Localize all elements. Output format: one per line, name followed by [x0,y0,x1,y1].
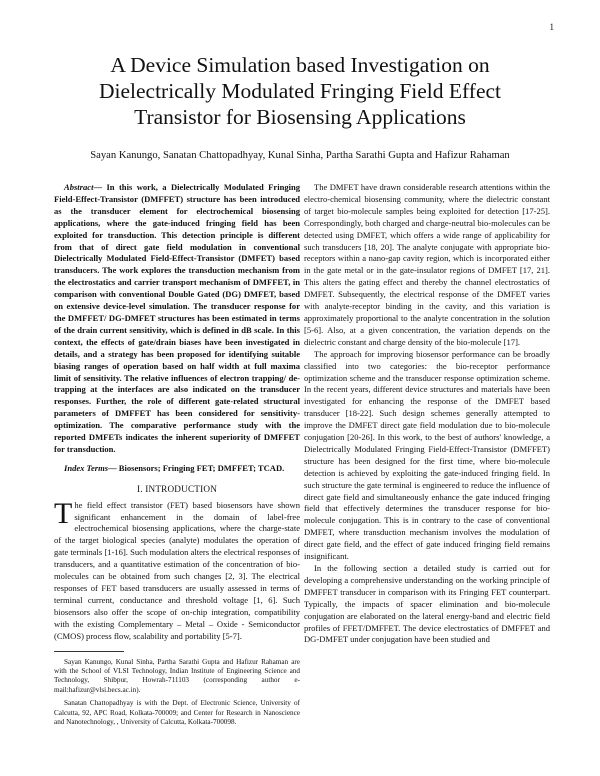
intro-paragraph [54,496,300,643]
intro-text: he field effect transistor (FET) based biosensors have shown significant enhancement in the domain of label-free electrochemical biosensing applications, where the charge-state of the target biological species (analyte) modulates the operation of gate terminals [1-16]. Such modulation alters the electrical responses of transducers, and a quantitative estimation of the concentration of bio-molecules can be obtained from such changes [2, 3]. The electrical responses of FET based transducers are usually assessed in terms of terminal current, conductance and threshold voltage [1, 6]. Such biosensors also offer the scope of on-chip integration, compatibility with the existing Complementary – Metal – Oxide - Semiconductor (CMOS) process flow, scalability and portability [5-7]. [54,499,300,641]
right-column [304,182,550,646]
paper-title [40,52,560,130]
title-line: Dielectrically Modulated Fringing Field Effect [98,79,502,103]
body-paragraph: In the following section a detailed study is carried out for developing a comprehensive understanding on the working principle of DMFFET transducer in comparison with its Fringing FET counterpart. Typically, the impacts of spacer elimination and bio-molecule conjugation are elaborated on the lateral energy-band and electric field profiles of FFET/DMFFET. The device electrostatics of DMFFET and DG-DMFET under conjugation have been studied and [304,563,550,645]
abstract-text: — In this work, a Dielectrically Modulated Fringing Field-Effect-Transistor (DMFFET) structure has been introduced as the transducer element for electrochemical biosensing applications, where the gate-induced fringing field has been exploited for transduction. This detection principle is different from that of direct gate field modulation in conventional Dielectrically Modulated Field-Effect-Transistor (DMFET) based transducers. The work explores the transduction mechanism from the electrostatics and carrier transport mechanism of DMFFET, in comparison with conventional Double Gated (DG) DMFET, based on extensive device-level simulation. The transducer response for the DMFFET/ DG-DMFET structures has been estimated in terms of the drain current sensitivity, which is defined in dB scale. In this context, the effects of gate/drain biases have been investigated in details, and a strategy has been proposed for identifying suitable biasing ranges of operation based on half width at full maxima limit of sensitivity. The relative influences of electron trapping/ de-trapping at the interfaces are also indicated on the transducer responses. Further, the role of different gate-related structural parameters of DMFFET has been considered for sensitivity-optimization. The comparative performance study with the reported DMFETs indicates the inherent superiority of DMFFET for transduction. [54,182,300,454]
footnote-rule [54,651,124,652]
section-heading: I. INTRODUCTION [136,483,218,494]
index-terms [54,463,300,475]
title-line: A Device Simulation based Investigation on [110,53,490,77]
body-paragraph: The DMFET have drawn considerable research attentions within the electro-chemical biosensing community, where the dielectric constant of target bio-molecule samples being exploited for detection [17-25]. Correspondingly, both charged and charge-neutral bio-molecules can be detected using DMFET, which offers a wide range of applicability for such transducers [18, 20]. The analyte conjugate with appropriate bio-receptors within a nano-gap cavity region, which is incorporated either in the gate metal or in the gate-insulator regions of DMFET [17, 21]. This alters the gating effect and thereby the channel electrostatics of DMFET. Subsequently, the electrical response of the DMFET varies with analyte-receptor binding in the cavity, and this variation is approximately proportional to the analyte concentration in the solution [5-6]. Also, at a given concentration, the variation depends on the dielectric constant and charge density of the bio-molecule [17]. [304,182,550,347]
author-list: Sayan Kanungo, Sanatan Chattopadhyay, Kunal Sinha, Partha Sarathi Gupta and Hafizur Rahaman [90,150,510,161]
footnote: Sayan Kanungo, Kunal Sinha, Partha Sarathi Gupta and Hafizur Rahaman are with the School of VLSI Technology, Indian Institute of Engineering Science and Technology, Shibpur, Howrah-711103 (corresponding author e-mail:hafizur@vlsi.becs.ac.in). [54,657,300,694]
index-terms-label: Index Terms [64,462,109,473]
page-number: 1 [549,22,554,32]
left-column [54,182,300,731]
title-line: Transistor for Biosensing Applications [134,105,466,129]
index-terms-text: — Biosensors; Fringing FET; DMFFET; TCAD. [108,462,285,473]
drop-cap: T [54,496,73,530]
footnote: Sanatan Chattopadhyay is with the Dept. of Electronic Science, University of Calcutta, 92, APC Road, Kolkata-700009; and Center for Research in Nanoscience and Nanotechnology, , University of Calcutta, Kolkata-700098. [54,699,300,726]
abstract-label: Abstract [64,182,94,192]
abstract [54,182,300,456]
body-paragraph: The approach for improving biosensor performance can be broadly classified into two categories: the bio-receptor performance optimization scheme and the transducer response optimization scheme. In the recent years, different device structures and materials have been investigated for enhancing the response of the DMFET based transducer [18-22]. Such design schemes generally attempted to improve the DMFET direct gate field modulation due to bio-molecule conjugation [20-26]. In this work, to the best of authors' knowledge, a Dielectrically Modulated Fringing Field-Effect-Transistor (DMFFET) structure has been designed for the first time, where bio-molecule detection is achieved by exploiting the gate-induced fringing field. In such structure the gate terminal is engineered to reduce the influence of direct gate field and simultaneously enhance the gate induced fringing field that effectively determines the transducer response for bio-molecule conjugation. This is in contrary to the case of conventional DMFET, where transduction mechanism involves the modulation of direct gate field, and the effect of gate induced fringing field remains insignificant. [304,348,550,562]
